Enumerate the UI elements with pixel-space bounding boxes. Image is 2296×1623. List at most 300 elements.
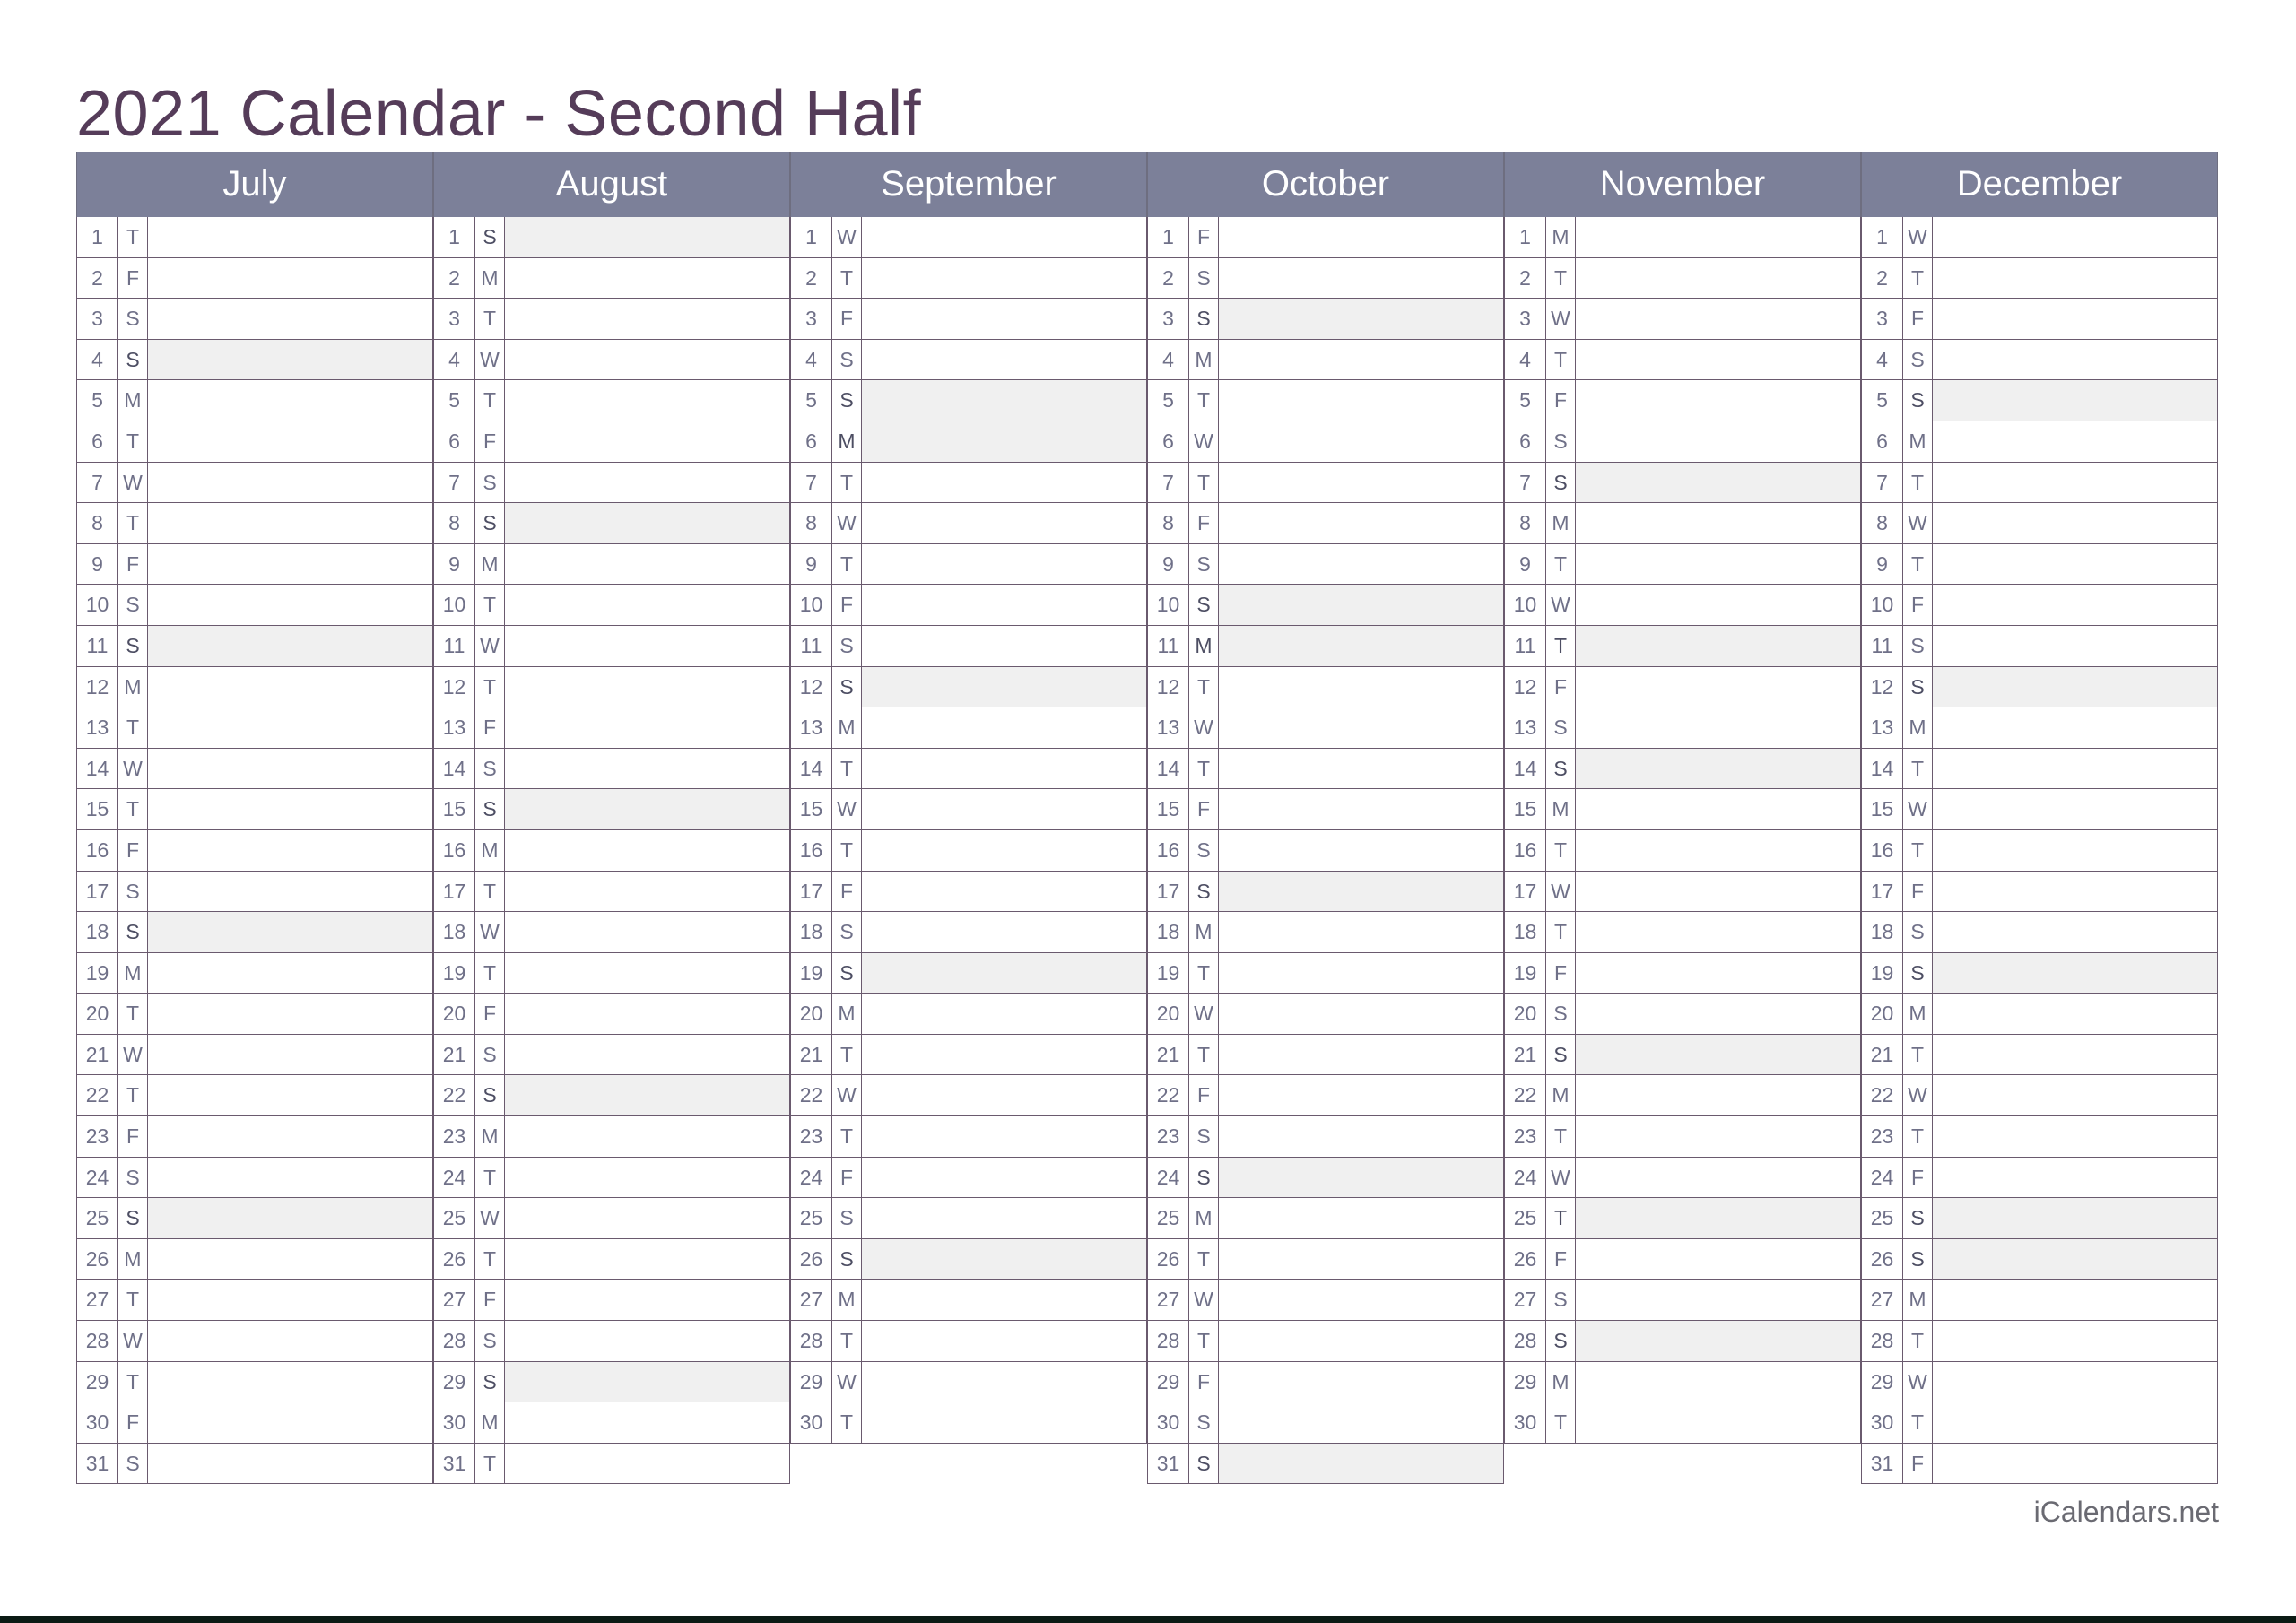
note-cell[interactable] <box>148 503 433 543</box>
day-number: 8 <box>433 503 475 543</box>
note-cell[interactable] <box>1576 667 1861 707</box>
weekday-letter: M <box>832 994 862 1034</box>
weekday-letter: W <box>118 1035 148 1075</box>
note-cell[interactable] <box>1576 299 1861 339</box>
month-column-november <box>1504 152 1861 1444</box>
note-cell[interactable] <box>1219 1116 1504 1157</box>
note-cell[interactable] <box>862 544 1147 585</box>
day-number: 14 <box>76 749 118 789</box>
note-cell[interactable] <box>1219 1198 1504 1238</box>
day-number: 24 <box>1861 1158 1903 1198</box>
weekday-letter: S <box>1903 667 1933 707</box>
note-cell[interactable] <box>1576 503 1861 543</box>
note-cell[interactable] <box>1219 1321 1504 1361</box>
note-cell[interactable] <box>1933 585 2218 625</box>
note-cell[interactable] <box>1576 421 1861 462</box>
note-cell[interactable] <box>1219 667 1504 707</box>
day-number: 5 <box>790 380 832 421</box>
day-number: 24 <box>1147 1158 1189 1198</box>
day-row <box>433 1035 790 1076</box>
note-cell[interactable] <box>1933 1444 2218 1484</box>
note-cell[interactable] <box>148 463 433 503</box>
note-cell[interactable] <box>148 299 433 339</box>
note-cell[interactable] <box>1576 1198 1861 1238</box>
day-number: 19 <box>1504 953 1546 994</box>
note-cell[interactable] <box>1933 217 2218 257</box>
note-cell[interactable] <box>862 1116 1147 1157</box>
note-cell[interactable] <box>1219 421 1504 462</box>
note-cell[interactable] <box>862 421 1147 462</box>
note-cell[interactable] <box>148 872 433 912</box>
note-cell[interactable] <box>148 912 433 952</box>
note-cell[interactable] <box>1576 217 1861 257</box>
note-cell[interactable] <box>862 953 1147 994</box>
day-row <box>76 667 433 708</box>
note-cell[interactable] <box>1219 994 1504 1034</box>
weekday-letter: S <box>1189 1116 1219 1157</box>
weekday-letter: S <box>118 912 148 952</box>
day-row <box>76 1158 433 1199</box>
weekday-letter: F <box>1903 299 1933 339</box>
note-cell[interactable] <box>148 953 433 994</box>
note-cell[interactable] <box>862 1075 1147 1115</box>
note-cell[interactable] <box>1576 1239 1861 1280</box>
month-header <box>1147 152 1504 217</box>
note-cell[interactable] <box>1933 258 2218 299</box>
weekday-letter: S <box>118 340 148 380</box>
day-number: 13 <box>433 707 475 748</box>
note-cell[interactable] <box>1576 340 1861 380</box>
note-cell[interactable] <box>1576 912 1861 952</box>
day-number: 30 <box>1861 1402 1903 1443</box>
month-name: November <box>1599 164 1766 204</box>
note-cell[interactable] <box>1933 912 2218 952</box>
note-cell[interactable] <box>1219 1280 1504 1320</box>
note-cell[interactable] <box>1219 1444 1504 1484</box>
note-cell[interactable] <box>1219 1362 1504 1402</box>
note-cell[interactable] <box>148 1239 433 1280</box>
day-row <box>1147 1198 1504 1239</box>
note-cell[interactable] <box>148 626 433 666</box>
note-cell[interactable] <box>1219 1402 1504 1443</box>
day-row <box>1504 1035 1861 1076</box>
day-number: 21 <box>76 1035 118 1075</box>
note-cell[interactable] <box>862 1362 1147 1402</box>
day-row <box>1861 1035 2218 1076</box>
day-number: 18 <box>433 912 475 952</box>
note-cell[interactable] <box>1933 340 2218 380</box>
day-number: 21 <box>1147 1035 1189 1075</box>
note-cell[interactable] <box>1576 789 1861 829</box>
day-number: 28 <box>76 1321 118 1361</box>
note-cell[interactable] <box>1933 953 2218 994</box>
day-row <box>1147 1444 1504 1485</box>
weekday-letter: T <box>1903 1402 1933 1443</box>
weekday-letter: W <box>1903 217 1933 257</box>
note-cell[interactable] <box>862 789 1147 829</box>
weekday-letter: S <box>832 912 862 952</box>
weekday-letter: F <box>1903 1158 1933 1198</box>
note-cell[interactable] <box>1933 626 2218 666</box>
note-cell[interactable] <box>862 299 1147 339</box>
month-name: December <box>1956 164 2123 204</box>
day-row <box>433 1239 790 1280</box>
day-row <box>1504 340 1861 381</box>
weekday-letter: W <box>1903 1362 1933 1402</box>
weekday-letter: T <box>1903 1321 1933 1361</box>
day-row <box>1147 830 1504 872</box>
note-cell[interactable] <box>1933 1362 2218 1402</box>
note-cell[interactable] <box>148 1280 433 1320</box>
note-cell[interactable] <box>1576 585 1861 625</box>
note-cell[interactable] <box>1933 749 2218 789</box>
day-number: 11 <box>1861 626 1903 666</box>
day-number: 23 <box>76 1116 118 1157</box>
note-cell[interactable] <box>1219 1239 1504 1280</box>
day-number: 12 <box>1504 667 1546 707</box>
note-cell[interactable] <box>148 1362 433 1402</box>
note-cell[interactable] <box>862 340 1147 380</box>
note-cell[interactable] <box>148 1035 433 1075</box>
note-cell[interactable] <box>505 707 790 748</box>
note-cell[interactable] <box>1933 463 2218 503</box>
note-cell[interactable] <box>1933 1321 2218 1361</box>
day-row <box>433 667 790 708</box>
day-number: 11 <box>1504 626 1546 666</box>
note-cell[interactable] <box>1576 953 1861 994</box>
note-cell[interactable] <box>505 872 790 912</box>
note-cell[interactable] <box>1576 1075 1861 1115</box>
note-cell[interactable] <box>862 667 1147 707</box>
note-cell[interactable] <box>1933 1280 2218 1320</box>
note-cell[interactable] <box>862 707 1147 748</box>
note-cell[interactable] <box>862 258 1147 299</box>
note-cell[interactable] <box>1933 667 2218 707</box>
note-cell[interactable] <box>505 1444 790 1484</box>
note-cell[interactable] <box>862 217 1147 257</box>
note-cell[interactable] <box>862 1321 1147 1361</box>
note-cell[interactable] <box>148 1158 433 1198</box>
note-cell[interactable] <box>1933 1198 2218 1238</box>
note-cell[interactable] <box>862 626 1147 666</box>
weekday-letter: M <box>118 380 148 421</box>
day-row <box>1147 1321 1504 1362</box>
day-row <box>790 872 1147 913</box>
note-cell[interactable] <box>1219 830 1504 871</box>
day-number: 26 <box>433 1239 475 1280</box>
weekday-letter: T <box>1903 1116 1933 1157</box>
note-cell[interactable] <box>148 749 433 789</box>
note-cell[interactable] <box>505 994 790 1034</box>
day-row <box>1504 667 1861 708</box>
day-number: 22 <box>433 1075 475 1115</box>
note-cell[interactable] <box>148 1198 433 1238</box>
note-cell[interactable] <box>1219 217 1504 257</box>
day-row <box>790 1280 1147 1321</box>
weekday-letter: M <box>118 1239 148 1280</box>
note-cell[interactable] <box>148 1444 433 1484</box>
note-cell[interactable] <box>1576 544 1861 585</box>
note-cell[interactable] <box>1933 1239 2218 1280</box>
note-cell[interactable] <box>1933 380 2218 421</box>
note-cell[interactable] <box>1219 340 1504 380</box>
day-row <box>433 1198 790 1239</box>
note-cell[interactable] <box>862 830 1147 871</box>
note-cell[interactable] <box>505 749 790 789</box>
day-number: 30 <box>433 1402 475 1443</box>
note-cell[interactable] <box>505 503 790 543</box>
note-cell[interactable] <box>505 1158 790 1198</box>
day-number: 5 <box>76 380 118 421</box>
note-cell[interactable] <box>148 1321 433 1361</box>
note-cell[interactable] <box>862 380 1147 421</box>
note-cell[interactable] <box>505 585 790 625</box>
note-cell[interactable] <box>1576 749 1861 789</box>
weekday-letter: S <box>475 463 505 503</box>
day-row <box>1504 421 1861 463</box>
note-cell[interactable] <box>1576 1158 1861 1198</box>
note-cell[interactable] <box>148 830 433 871</box>
day-number: 13 <box>1861 707 1903 748</box>
day-number: 4 <box>1861 340 1903 380</box>
note-cell[interactable] <box>505 1198 790 1238</box>
day-row <box>76 626 433 667</box>
note-cell[interactable] <box>1219 299 1504 339</box>
weekday-letter: T <box>475 380 505 421</box>
note-cell[interactable] <box>862 1158 1147 1198</box>
note-cell[interactable] <box>1576 830 1861 871</box>
note-cell[interactable] <box>1219 503 1504 543</box>
note-cell[interactable] <box>1933 1035 2218 1075</box>
weekday-letter: S <box>475 1075 505 1115</box>
day-row <box>76 1239 433 1280</box>
note-cell[interactable] <box>505 1239 790 1280</box>
day-row <box>76 830 433 872</box>
note-cell[interactable] <box>862 1402 1147 1443</box>
day-row <box>433 707 790 749</box>
note-cell[interactable] <box>505 1362 790 1402</box>
note-cell[interactable] <box>505 340 790 380</box>
note-cell[interactable] <box>148 380 433 421</box>
day-row <box>1147 667 1504 708</box>
note-cell[interactable] <box>1576 1402 1861 1443</box>
note-cell[interactable] <box>1576 707 1861 748</box>
note-cell[interactable] <box>862 994 1147 1034</box>
note-cell[interactable] <box>862 1198 1147 1238</box>
note-cell[interactable] <box>148 421 433 462</box>
note-cell[interactable] <box>1219 585 1504 625</box>
note-cell[interactable] <box>862 1280 1147 1320</box>
day-row <box>790 1116 1147 1158</box>
day-row <box>790 299 1147 340</box>
day-row <box>76 1321 433 1362</box>
note-cell[interactable] <box>148 258 433 299</box>
note-cell[interactable] <box>505 1075 790 1115</box>
weekday-letter: T <box>1546 258 1576 299</box>
day-row <box>433 749 790 790</box>
note-cell[interactable] <box>1933 1075 2218 1115</box>
weekday-letter: F <box>475 1280 505 1320</box>
note-cell[interactable] <box>1219 626 1504 666</box>
note-cell[interactable] <box>1933 789 2218 829</box>
note-cell[interactable] <box>505 299 790 339</box>
day-number: 2 <box>433 258 475 299</box>
note-cell[interactable] <box>505 789 790 829</box>
note-cell[interactable] <box>505 1116 790 1157</box>
day-number: 26 <box>1147 1239 1189 1280</box>
note-cell[interactable] <box>148 1402 433 1443</box>
day-row <box>1147 872 1504 913</box>
note-cell[interactable] <box>1933 872 2218 912</box>
day-number: 12 <box>790 667 832 707</box>
note-cell[interactable] <box>505 830 790 871</box>
note-cell[interactable] <box>505 1035 790 1075</box>
note-cell[interactable] <box>862 749 1147 789</box>
note-cell[interactable] <box>1219 544 1504 585</box>
note-cell[interactable] <box>1576 626 1861 666</box>
note-cell[interactable] <box>1576 1116 1861 1157</box>
day-row <box>1861 749 2218 790</box>
day-number: 5 <box>1861 380 1903 421</box>
note-cell[interactable] <box>1933 994 2218 1034</box>
note-cell[interactable] <box>1576 1321 1861 1361</box>
note-cell[interactable] <box>148 340 433 380</box>
day-number: 23 <box>433 1116 475 1157</box>
note-cell[interactable] <box>862 503 1147 543</box>
weekday-letter: F <box>1189 1362 1219 1402</box>
weekday-letter: S <box>1546 1321 1576 1361</box>
note-cell[interactable] <box>1576 872 1861 912</box>
note-cell[interactable] <box>1219 463 1504 503</box>
note-cell[interactable] <box>1219 872 1504 912</box>
weekday-letter: T <box>1903 749 1933 789</box>
day-row <box>1861 953 2218 994</box>
note-cell[interactable] <box>1219 912 1504 952</box>
note-cell[interactable] <box>1576 380 1861 421</box>
note-cell[interactable] <box>1576 1362 1861 1402</box>
note-cell[interactable] <box>1219 1035 1504 1075</box>
weekday-letter: S <box>832 1239 862 1280</box>
note-cell[interactable] <box>148 217 433 257</box>
day-row <box>1504 258 1861 299</box>
note-cell[interactable] <box>505 626 790 666</box>
note-cell[interactable] <box>1219 258 1504 299</box>
day-row <box>1861 912 2218 953</box>
note-cell[interactable] <box>148 585 433 625</box>
note-cell[interactable] <box>148 707 433 748</box>
note-cell[interactable] <box>505 667 790 707</box>
note-cell[interactable] <box>505 463 790 503</box>
day-row <box>433 1158 790 1199</box>
day-number: 28 <box>1504 1321 1546 1361</box>
note-cell[interactable] <box>148 544 433 585</box>
note-cell[interactable] <box>862 872 1147 912</box>
note-cell[interactable] <box>1219 749 1504 789</box>
day-row <box>790 1158 1147 1199</box>
note-cell[interactable] <box>862 463 1147 503</box>
note-cell[interactable] <box>1219 380 1504 421</box>
note-cell[interactable] <box>1933 299 2218 339</box>
weekday-letter: F <box>832 872 862 912</box>
day-number: 20 <box>433 994 475 1034</box>
day-number: 2 <box>76 258 118 299</box>
note-cell[interactable] <box>1219 1158 1504 1198</box>
note-cell[interactable] <box>505 1321 790 1361</box>
note-cell[interactable] <box>505 380 790 421</box>
day-number: 14 <box>1861 749 1903 789</box>
day-number: 8 <box>790 503 832 543</box>
note-cell[interactable] <box>505 258 790 299</box>
note-cell[interactable] <box>1933 1116 2218 1157</box>
note-cell[interactable] <box>148 1116 433 1157</box>
day-number: 12 <box>433 667 475 707</box>
day-number: 30 <box>76 1402 118 1443</box>
note-cell[interactable] <box>505 1402 790 1443</box>
note-cell[interactable] <box>1576 1280 1861 1320</box>
note-cell[interactable] <box>862 585 1147 625</box>
month-name: August <box>555 164 668 204</box>
note-cell[interactable] <box>1219 953 1504 994</box>
note-cell[interactable] <box>1576 463 1861 503</box>
day-number: 19 <box>433 953 475 994</box>
weekday-letter: S <box>1903 1198 1933 1238</box>
note-cell[interactable] <box>1933 1158 2218 1198</box>
note-cell[interactable] <box>1576 258 1861 299</box>
day-row <box>1861 217 2218 258</box>
weekday-letter: S <box>1903 953 1933 994</box>
day-row <box>1861 789 2218 830</box>
note-cell[interactable] <box>1933 421 2218 462</box>
day-row <box>1147 463 1504 504</box>
day-row <box>76 258 433 299</box>
day-row <box>433 994 790 1035</box>
note-cell[interactable] <box>148 789 433 829</box>
day-number: 7 <box>1861 463 1903 503</box>
note-cell[interactable] <box>148 667 433 707</box>
note-cell[interactable] <box>1219 707 1504 748</box>
day-number: 10 <box>790 585 832 625</box>
note-cell[interactable] <box>148 994 433 1034</box>
note-cell[interactable] <box>1576 1035 1861 1075</box>
note-cell[interactable] <box>862 1035 1147 1075</box>
weekday-letter: S <box>1546 1035 1576 1075</box>
note-cell[interactable] <box>1576 994 1861 1034</box>
day-row <box>433 380 790 421</box>
note-cell[interactable] <box>862 912 1147 952</box>
note-cell[interactable] <box>1219 789 1504 829</box>
weekday-letter: S <box>118 626 148 666</box>
note-cell[interactable] <box>1933 544 2218 585</box>
note-cell[interactable] <box>148 1075 433 1115</box>
note-cell[interactable] <box>505 953 790 994</box>
day-row <box>76 872 433 913</box>
note-cell[interactable] <box>1933 830 2218 871</box>
day-number: 15 <box>1861 789 1903 829</box>
note-cell[interactable] <box>505 421 790 462</box>
day-row <box>1504 1402 1861 1444</box>
note-cell[interactable] <box>1933 503 2218 543</box>
note-cell[interactable] <box>505 1280 790 1320</box>
note-cell[interactable] <box>505 912 790 952</box>
weekday-letter: M <box>1189 340 1219 380</box>
note-cell[interactable] <box>1933 707 2218 748</box>
note-cell[interactable] <box>505 217 790 257</box>
note-cell[interactable] <box>1933 1402 2218 1443</box>
note-cell[interactable] <box>1219 1075 1504 1115</box>
note-cell[interactable] <box>505 544 790 585</box>
day-number: 6 <box>1861 421 1903 462</box>
note-cell[interactable] <box>862 1239 1147 1280</box>
